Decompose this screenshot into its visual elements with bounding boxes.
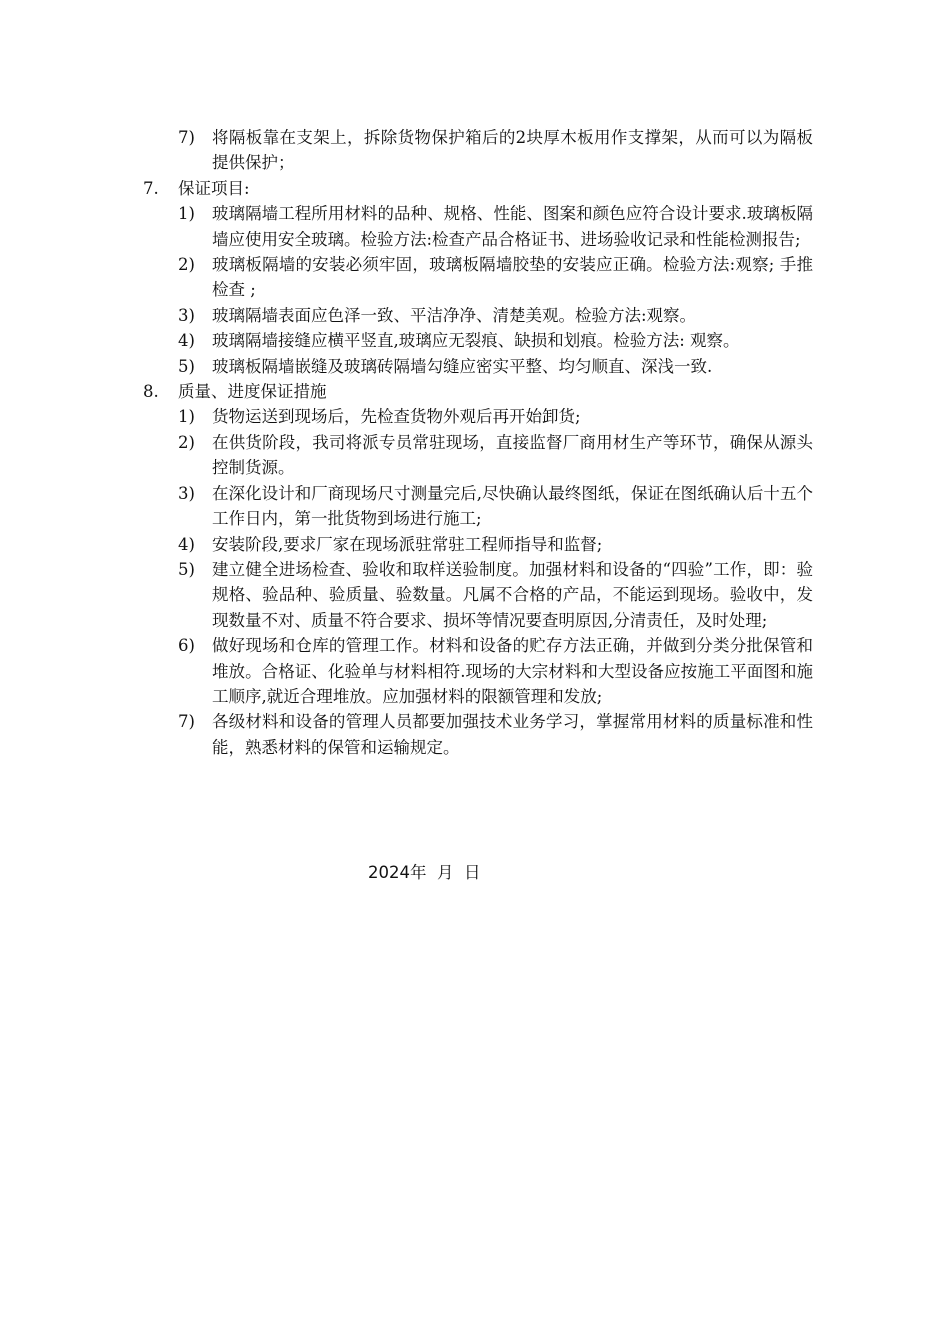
list-item-text: 货物运送到现场后，先检查货物外观后再开始卸货; [212,407,581,427]
document-body [143,125,813,760]
list-item [143,201,813,252]
list-item-number: 4) [178,534,195,554]
list-item-text: 做好现场和仓库的管理工作。材料和设备的贮存方法正确，并做到分类分批保管和堆放。合格证、化验单与材料相符.现场的大宗材料和大型设备应按施工平面图和施工顺序,就近合理堆放。应加强材料的限额管理和发放; [212,636,813,706]
list-item-number: 7) [178,128,195,147]
list-item-number: 6) [178,636,195,656]
list-item-number: 2) [178,255,195,275]
list-item-text: 各级材料和设备的管理人员都要加强技术业务学习，掌握常用材料的质量标准和性能，熟悉材料的保管和运输规定。 [212,712,813,757]
list-item-text: 玻璃板隔墙的安装必须牢固，玻璃板隔墙胶垫的安装应正确。检验方法:观察; 手推检查 ; [212,255,813,300]
list-item [143,404,813,429]
section-title: 质量、进度保证措施 [178,382,327,402]
list-item-number: 1) [178,204,195,224]
list-item [143,354,813,379]
list-item [143,303,813,328]
list-item-text: 玻璃隔墙工程所用材料的品种、规格、性能、图案和颜色应符合设计要求.玻璃板隔墙应使用安全玻璃。检验方法:检查产品合格证书、进场验收记录和性能检测报告; [212,204,813,249]
list-item-text: 建立健全进场检查、验收和取样送验制度。加强材料和设备的“四验”工作，即：验规格、验品种、验质量、验数量。凡属不合格的产品，不能运到现场。验收中，发现数量不对、质量不符合要求、损坏等情况要查明原因,分清责任，及时处理; [212,559,813,630]
list-item-number: 2) [178,432,195,452]
section-number: 7. [143,178,159,198]
list-item-number: 5) [178,356,195,376]
list-item-number: 3) [178,305,195,325]
list-item-number: 3) [178,483,195,503]
list-item [143,328,813,353]
section-heading-quality [143,379,813,404]
list-item [143,532,813,557]
list-item-text: 安装阶段,要求厂家在现场派驻常驻工程师指导和监督; [212,534,603,554]
list-item-text: 玻璃板隔墙嵌缝及玻璃砖隔墙勾缝应密实平整、均匀顺直、深浅一致. [212,356,713,376]
date-line: 2024年 月 日 [368,863,481,882]
list-item-text: 在深化设计和厂商现场尺寸测量完后,尽快确认最终图纸，保证在图纸确认后十五个工作日内，第一批货物到场进行施工; [212,483,813,529]
list-item [143,430,813,481]
list-item-text: 将隔板靠在支架上，拆除货物保护箱后的2块厚木板用作支撑架，从而可以为隔板提供保护； [212,128,813,173]
list-item [143,481,813,532]
list-item-number: 1) [178,407,195,427]
section-number: 8. [143,382,159,402]
list-item [143,633,813,709]
list-item-text: 在供货阶段，我司将派专员常驻现场，直接监督厂商用材生产等环节，确保从源头控制货源。 [212,432,813,478]
list-item [143,709,813,760]
list-item-number: 5) [178,559,195,579]
section-title: 保证项目: [178,178,250,198]
list-item [143,125,813,176]
list-item-number: 7) [178,712,195,732]
list-item-text: 玻璃隔墙表面应色泽一致、平洁净净、清楚美观。检验方法:观察。 [212,305,697,325]
section-heading-guarantee [143,176,813,201]
list-item [143,557,813,633]
list-item-text: 玻璃隔墙接缝应横平竖直,玻璃应无裂痕、缺损和划痕。检验方法: 观察。 [212,331,740,351]
list-item [143,252,813,303]
list-item-number: 4) [178,331,195,351]
